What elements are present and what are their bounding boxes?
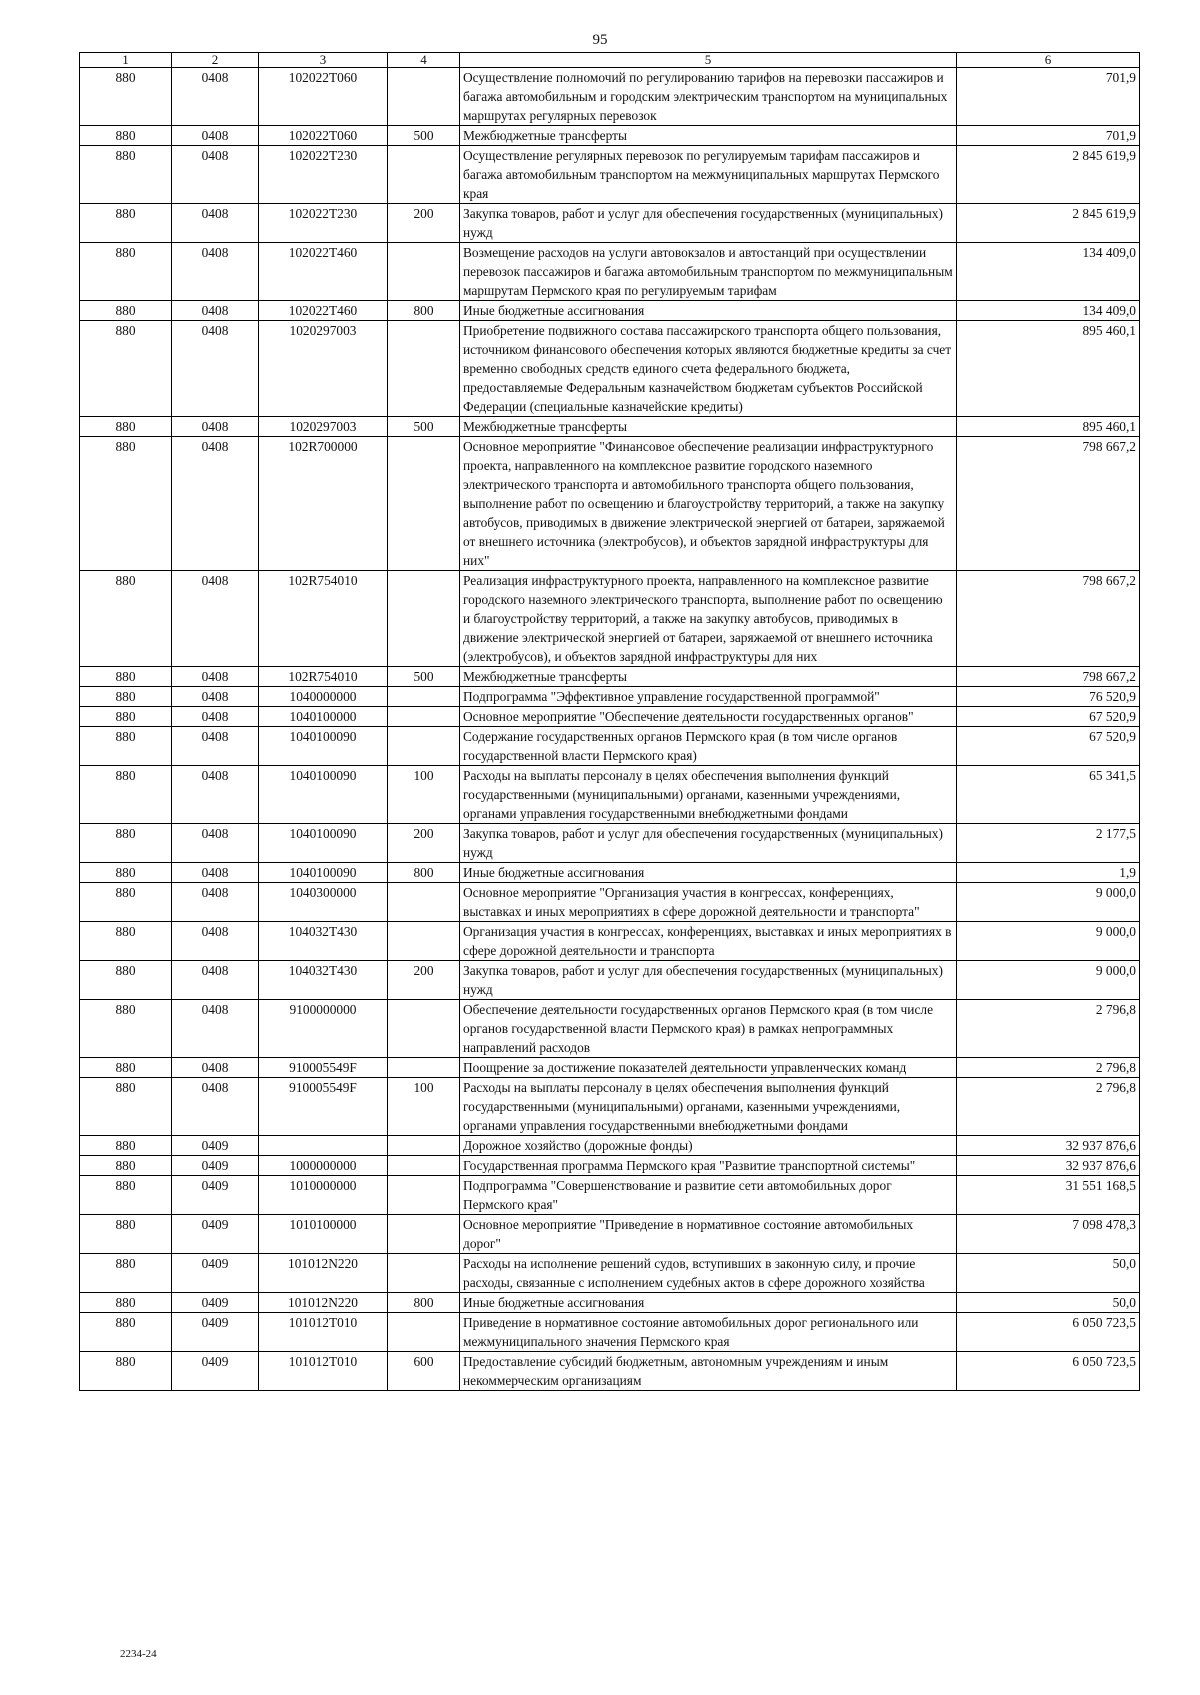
expense-type-code (388, 571, 460, 667)
amount: 2 796,8 (957, 1058, 1140, 1078)
expense-description: Подпрограмма "Эффективное управление государственной программой" (460, 687, 957, 707)
expense-type-code (388, 1058, 460, 1078)
target-article-code: 910005549F (259, 1078, 388, 1136)
target-article-code: 1010000000 (259, 1176, 388, 1215)
ministry-code: 880 (80, 1156, 172, 1176)
target-article-code: 1040300000 (259, 883, 388, 922)
table-row (80, 126, 1140, 146)
expense-type-code (388, 243, 460, 301)
target-article-code: 101012T010 (259, 1313, 388, 1352)
table-row (80, 687, 1140, 707)
ministry-code: 880 (80, 707, 172, 727)
expense-type-code: 100 (388, 766, 460, 824)
ministry-code: 880 (80, 126, 172, 146)
section-code: 0408 (172, 243, 259, 301)
expense-description: Межбюджетные трансферты (460, 417, 957, 437)
amount: 701,9 (957, 126, 1140, 146)
expense-description: Межбюджетные трансферты (460, 667, 957, 687)
ministry-code: 880 (80, 1000, 172, 1058)
target-article-code: 1040100000 (259, 707, 388, 727)
ministry-code: 880 (80, 437, 172, 571)
expense-type-code: 600 (388, 1352, 460, 1391)
amount: 65 341,5 (957, 766, 1140, 824)
amount: 701,9 (957, 68, 1140, 126)
ministry-code: 880 (80, 1176, 172, 1215)
table-row (80, 1293, 1140, 1313)
table-row (80, 571, 1140, 667)
table-row (80, 301, 1140, 321)
column-header: 2 (172, 53, 259, 68)
expense-type-code (388, 687, 460, 707)
expense-type-code: 800 (388, 1293, 460, 1313)
expense-type-code: 800 (388, 301, 460, 321)
expense-type-code (388, 1313, 460, 1352)
column-header: 3 (259, 53, 388, 68)
column-header: 4 (388, 53, 460, 68)
target-article-code: 102R754010 (259, 571, 388, 667)
table-row (80, 1254, 1140, 1293)
section-code: 0409 (172, 1215, 259, 1254)
amount: 2 845 619,9 (957, 204, 1140, 243)
ministry-code: 880 (80, 1058, 172, 1078)
amount: 6 050 723,5 (957, 1313, 1140, 1352)
ministry-code: 880 (80, 1136, 172, 1156)
table-row (80, 1313, 1140, 1352)
section-code: 0409 (172, 1293, 259, 1313)
amount: 2 796,8 (957, 1078, 1140, 1136)
target-article-code: 101012N220 (259, 1254, 388, 1293)
section-code: 0408 (172, 1058, 259, 1078)
section-code: 0408 (172, 824, 259, 863)
expense-type-code (388, 437, 460, 571)
target-article-code: 101012T010 (259, 1352, 388, 1391)
section-code: 0408 (172, 727, 259, 766)
expense-type-code: 200 (388, 204, 460, 243)
amount: 2 845 619,9 (957, 146, 1140, 204)
section-code: 0408 (172, 571, 259, 667)
ministry-code: 880 (80, 146, 172, 204)
target-article-code: 1010100000 (259, 1215, 388, 1254)
table-row (80, 417, 1140, 437)
table-row (80, 437, 1140, 571)
amount: 9 000,0 (957, 883, 1140, 922)
target-article-code: 910005549F (259, 1058, 388, 1078)
ministry-code: 880 (80, 1293, 172, 1313)
section-code: 0409 (172, 1156, 259, 1176)
expense-description: Осуществление регулярных перевозок по регулируемым тарифам пассажиров и багажа автомобильным транспортом на межмуниципальных маршрутах Пермского края (460, 146, 957, 204)
expense-description: Организация участия в конгрессах, конференциях, выставках и иных мероприятиях в сфере дорожной деятельности и транспорта (460, 922, 957, 961)
table-row (80, 1058, 1140, 1078)
table-row (80, 883, 1140, 922)
ministry-code: 880 (80, 766, 172, 824)
amount: 76 520,9 (957, 687, 1140, 707)
table-row (80, 961, 1140, 1000)
section-code: 0408 (172, 68, 259, 126)
expense-type-code: 200 (388, 824, 460, 863)
expense-type-code: 500 (388, 417, 460, 437)
expense-type-code: 800 (388, 863, 460, 883)
amount: 798 667,2 (957, 571, 1140, 667)
page-number: 95 (592, 32, 608, 48)
section-code: 0408 (172, 961, 259, 1000)
expense-type-code (388, 727, 460, 766)
amount: 798 667,2 (957, 667, 1140, 687)
section-code: 0408 (172, 667, 259, 687)
ministry-code: 880 (80, 824, 172, 863)
section-code: 0409 (172, 1313, 259, 1352)
ministry-code: 880 (80, 68, 172, 126)
table-row (80, 1215, 1140, 1254)
section-code: 0408 (172, 126, 259, 146)
table-row (80, 68, 1140, 126)
expense-description: Закупка товаров, работ и услуг для обеспечения государственных (муниципальных) нужд (460, 961, 957, 1000)
expense-description: Расходы на выплаты персоналу в целях обеспечения выполнения функций государственными (муниципальными) органами, казенными учреждениями, органами управления государственными внебюджетными фондами (460, 1078, 957, 1136)
expense-description: Закупка товаров, работ и услуг для обеспечения государственных (муниципальных) нужд (460, 204, 957, 243)
amount: 32 937 876,6 (957, 1156, 1140, 1176)
expense-description: Возмещение расходов на услуги автовокзалов и автостанций при осуществлении перевозок пассажиров и багажа автомобильным транспортом по межмуниципальным маршрутам Пермского края по регулируемым тарифам (460, 243, 957, 301)
ministry-code: 880 (80, 922, 172, 961)
target-article-code: 102022T060 (259, 126, 388, 146)
ministry-code: 880 (80, 571, 172, 667)
expense-type-code (388, 883, 460, 922)
column-number-row (80, 53, 1140, 68)
table-row (80, 1352, 1140, 1391)
ministry-code: 880 (80, 1254, 172, 1293)
expense-type-code: 100 (388, 1078, 460, 1136)
ministry-code: 880 (80, 417, 172, 437)
expense-description: Закупка товаров, работ и услуг для обеспечения государственных (муниципальных) нужд (460, 824, 957, 863)
column-header: 1 (80, 53, 172, 68)
target-article-code: 1000000000 (259, 1156, 388, 1176)
table-row (80, 707, 1140, 727)
amount: 134 409,0 (957, 301, 1140, 321)
document-code: 2234-24 (120, 1648, 157, 1660)
expense-type-code (388, 707, 460, 727)
expense-description: Иные бюджетные ассигнования (460, 863, 957, 883)
expense-description: Содержание государственных органов Пермского края (в том числе органов государственной власти Пермского края) (460, 727, 957, 766)
expense-type-code (388, 1254, 460, 1293)
section-code: 0409 (172, 1254, 259, 1293)
ministry-code: 880 (80, 1352, 172, 1391)
table-body (80, 68, 1140, 1391)
expense-description: Расходы на выплаты персоналу в целях обеспечения выполнения функций государственными (муниципальными) органами, казенными учреждениями, органами управления государственными внебюджетными фондами (460, 766, 957, 824)
ministry-code: 880 (80, 301, 172, 321)
target-article-code: 1040100090 (259, 824, 388, 863)
amount: 67 520,9 (957, 727, 1140, 766)
amount: 2 796,8 (957, 1000, 1140, 1058)
target-article-code: 102022T460 (259, 243, 388, 301)
expense-description: Осуществление полномочий по регулированию тарифов на перевозки пассажиров и багажа автомобильным и городским электрическим транспортом на муниципальных маршрутах регулярных перевозок (460, 68, 957, 126)
section-code: 0408 (172, 922, 259, 961)
table-row (80, 1078, 1140, 1136)
target-article-code: 102R700000 (259, 437, 388, 571)
amount: 1,9 (957, 863, 1140, 883)
table-row (80, 766, 1140, 824)
amount: 32 937 876,6 (957, 1136, 1140, 1156)
expense-type-code: 500 (388, 126, 460, 146)
target-article-code (259, 1136, 388, 1156)
table-row (80, 146, 1140, 204)
target-article-code: 1020297003 (259, 417, 388, 437)
section-code: 0408 (172, 687, 259, 707)
expense-description: Поощрение за достижение показателей деятельности управленческих команд (460, 1058, 957, 1078)
table-row (80, 243, 1140, 301)
column-header: 6 (957, 53, 1140, 68)
target-article-code: 101012N220 (259, 1293, 388, 1313)
target-article-code: 1040000000 (259, 687, 388, 707)
target-article-code: 1040100090 (259, 766, 388, 824)
target-article-code: 9100000000 (259, 1000, 388, 1058)
expense-description: Обеспечение деятельности государственных органов Пермского края (в том числе органов государственной власти Пермского края) в рамках непрограммных направлений расходов (460, 1000, 957, 1058)
section-code: 0408 (172, 863, 259, 883)
target-article-code: 102022T060 (259, 68, 388, 126)
target-article-code: 104032T430 (259, 922, 388, 961)
section-code: 0408 (172, 883, 259, 922)
section-code: 0408 (172, 766, 259, 824)
amount: 31 551 168,5 (957, 1176, 1140, 1215)
target-article-code: 102022T230 (259, 204, 388, 243)
expense-description: Приведение в нормативное состояние автомобильных дорог регионального или межмуниципального значения Пермского края (460, 1313, 957, 1352)
amount: 134 409,0 (957, 243, 1140, 301)
target-article-code: 102022T230 (259, 146, 388, 204)
expense-description: Реализация инфраструктурного проекта, направленного на комплексное развитие городского наземного электрического транспорта, выполнение работ по освещению и благоустройству территорий, а также на закупку автобусов, приводимых в движение электрической энергией от батареи, заряжаемой от внешнего источника (электробусов), и объектов зарядной инфраструктуры для них (460, 571, 957, 667)
amount: 6 050 723,5 (957, 1352, 1140, 1391)
target-article-code: 1040100090 (259, 863, 388, 883)
section-code: 0408 (172, 1000, 259, 1058)
table-row (80, 922, 1140, 961)
expense-description: Основное мероприятие "Приведение в нормативное состояние автомобильных дорог" (460, 1215, 957, 1254)
expense-type-code: 200 (388, 961, 460, 1000)
section-code: 0409 (172, 1176, 259, 1215)
expense-description: Предоставление субсидий бюджетным, автономным учреждениям и иным некоммерческим организациям (460, 1352, 957, 1391)
budget-table (79, 52, 1140, 1391)
section-code: 0408 (172, 146, 259, 204)
amount: 895 460,1 (957, 321, 1140, 417)
expense-description: Иные бюджетные ассигнования (460, 1293, 957, 1313)
table-row (80, 1136, 1140, 1156)
expense-description: Иные бюджетные ассигнования (460, 301, 957, 321)
expense-type-code (388, 1000, 460, 1058)
target-article-code: 102022T460 (259, 301, 388, 321)
expense-type-code (388, 922, 460, 961)
ministry-code: 880 (80, 883, 172, 922)
expense-description: Приобретение подвижного состава пассажирского транспорта общего пользования, источником финансового обеспечения которых являются бюджетные кредиты за счет временно свободных средств единого счета федерального бюджета, предоставляемые Федеральным казначейством бюджетам субъектов Российской Федерации (специальные казначейские кредиты) (460, 321, 957, 417)
expense-description: Основное мероприятие "Финансовое обеспечение реализации инфраструктурного проекта, направленного на комплексное развитие городского наземного электрического транспорта и автомобильного транспорта общего пользования, выполнение работ по освещению и благоустройству территорий, а также на закупку автобусов, приводимых в движение электрической энергией от батареи, заряжаемой от внешнего источника (электробусов), и объектов зарядной инфраструктуры для них" (460, 437, 957, 571)
table-row (80, 321, 1140, 417)
ministry-code: 880 (80, 1078, 172, 1136)
ministry-code: 880 (80, 961, 172, 1000)
expense-description: Дорожное хозяйство (дорожные фонды) (460, 1136, 957, 1156)
section-code: 0408 (172, 301, 259, 321)
section-code: 0408 (172, 417, 259, 437)
target-article-code: 102R754010 (259, 667, 388, 687)
expense-description: Государственная программа Пермского края "Развитие транспортной системы" (460, 1156, 957, 1176)
amount: 895 460,1 (957, 417, 1140, 437)
table-row (80, 1176, 1140, 1215)
target-article-code: 1040100090 (259, 727, 388, 766)
ministry-code: 880 (80, 1215, 172, 1254)
ministry-code: 880 (80, 667, 172, 687)
column-header: 5 (460, 53, 957, 68)
expense-type-code (388, 1215, 460, 1254)
amount: 67 520,9 (957, 707, 1140, 727)
expense-description: Межбюджетные трансферты (460, 126, 957, 146)
ministry-code: 880 (80, 243, 172, 301)
amount: 50,0 (957, 1254, 1140, 1293)
section-code: 0408 (172, 437, 259, 571)
expense-description: Расходы на исполнение решений судов, вступивших в законную силу, и прочие расходы, связанные с исполнением судебных актов в сфере дорожного хозяйства (460, 1254, 957, 1293)
table-row (80, 824, 1140, 863)
section-code: 0409 (172, 1136, 259, 1156)
table-row (80, 204, 1140, 243)
ministry-code: 880 (80, 321, 172, 417)
expense-type-code (388, 1176, 460, 1215)
amount: 9 000,0 (957, 922, 1140, 961)
amount: 9 000,0 (957, 961, 1140, 1000)
target-article-code: 1020297003 (259, 321, 388, 417)
expense-description: Основное мероприятие "Обеспечение деятельности государственных органов" (460, 707, 957, 727)
section-code: 0408 (172, 1078, 259, 1136)
table-row (80, 727, 1140, 766)
section-code: 0408 (172, 204, 259, 243)
expense-type-code (388, 68, 460, 126)
expense-description: Подпрограмма "Совершенствование и развитие сети автомобильных дорог Пермского края" (460, 1176, 957, 1215)
ministry-code: 880 (80, 687, 172, 707)
amount: 50,0 (957, 1293, 1140, 1313)
section-code: 0408 (172, 321, 259, 417)
expense-type-code (388, 1156, 460, 1176)
expense-type-code (388, 146, 460, 204)
table-row (80, 667, 1140, 687)
expense-description: Основное мероприятие "Организация участия в конгрессах, конференциях, выставках и иных мероприятиях в сфере дорожной деятельности и транспорта" (460, 883, 957, 922)
table-row (80, 1156, 1140, 1176)
section-code: 0408 (172, 707, 259, 727)
ministry-code: 880 (80, 1313, 172, 1352)
ministry-code: 880 (80, 204, 172, 243)
target-article-code: 104032T430 (259, 961, 388, 1000)
amount: 798 667,2 (957, 437, 1140, 571)
expense-type-code (388, 321, 460, 417)
amount: 2 177,5 (957, 824, 1140, 863)
expense-type-code (388, 1136, 460, 1156)
amount: 7 098 478,3 (957, 1215, 1140, 1254)
section-code: 0409 (172, 1352, 259, 1391)
ministry-code: 880 (80, 727, 172, 766)
table-row (80, 863, 1140, 883)
table-row (80, 1000, 1140, 1058)
ministry-code: 880 (80, 863, 172, 883)
expense-type-code: 500 (388, 667, 460, 687)
